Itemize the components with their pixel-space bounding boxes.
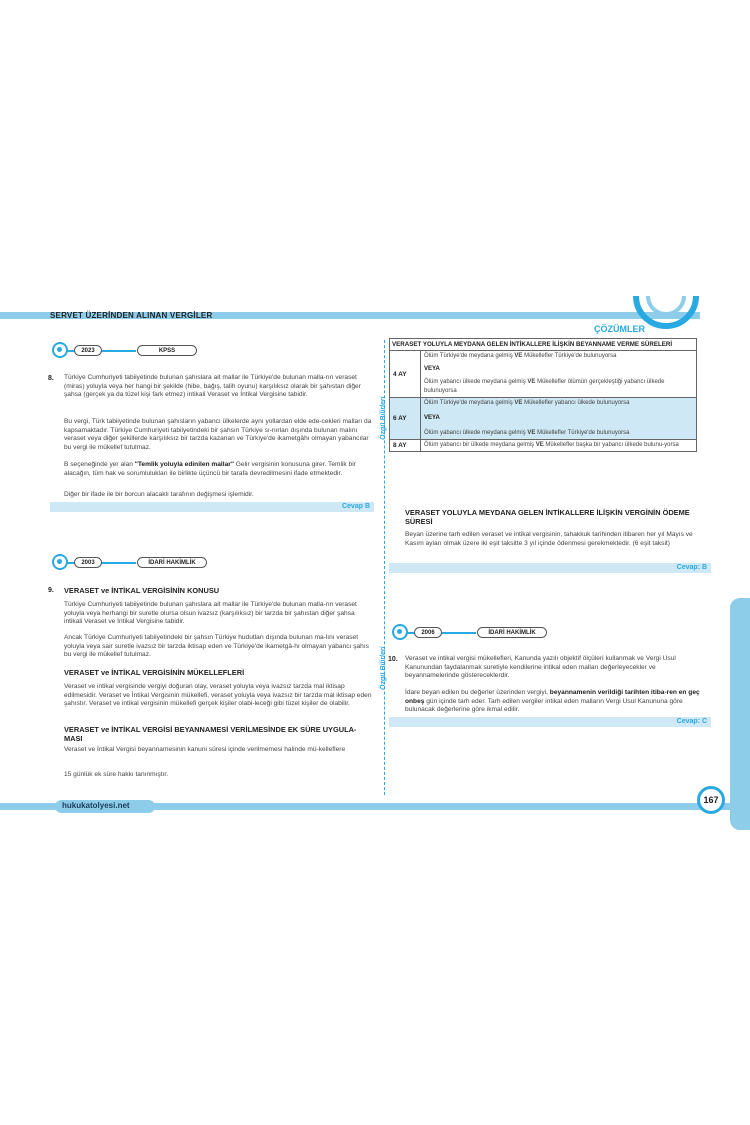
q8-paragraph-4: Diğer bir ifade ile bir borcun alacaklı tarafının değişmesi işlemidir.	[64, 491, 254, 498]
question-badge	[52, 557, 212, 571]
answer-bar	[50, 502, 374, 512]
answer-bar	[389, 717, 711, 727]
side-label-bottom: Özgü Bilirleri	[380, 646, 387, 690]
q9-paragraph-3: Veraset ve intikal vergisinde vergiyi doğuran olay, veraset yoluyla veya ivazsız tarzda mal iktisap edilmesidir. Veraset ve İntikal Vergisinin mükellefi, veraset yoluyla veya ivazsız bir tarzda mal iktisap eden şahıstır. Veraset ve intikal vergisinin mükellefi gerçek kişiler olabi-leceği gibi tüzel kişiler de olabilir.	[64, 683, 372, 708]
filing-periods-table	[389, 338, 697, 452]
q9-paragraph-5: 15 günlük ek süre hakkı tanınmıştır.	[64, 771, 169, 778]
solutions-label: ÇÖZÜMLER	[594, 324, 645, 334]
q10-paragraph-1: Veraset ve intikal vergisi mükellefleri, Kanunda yazılı objektif ölçüleri kullanmak ve Vergi Usul Kanunundan faydalanmak suretiyle kendilerine intikal eden malları değerleyecekler ve beyannamelerinde göstereceklerdir.	[405, 655, 676, 680]
exam-year: 2023	[74, 345, 102, 356]
exam-name: İDARİ HAKİMLİK	[137, 557, 207, 568]
question-number: 10.	[388, 656, 398, 663]
question-number: 9.	[48, 587, 54, 594]
row-label: 4 AY	[390, 351, 421, 398]
question-number: 8.	[48, 375, 54, 382]
q9-heading-3: VERASET ve İNTİKAL VERGİSİ BEYANNAMESİ VERİLMESİNDE EK SÜRE UYGULA-MASI	[64, 725, 357, 743]
payment-text: Beyan üzerine tarh edilen veraset ve intikal vergisinin, tahakkuk tarihinden itibaren her yıl Mayıs ve Kasım ayları olmak üzere iki eşit taksitte 3 yıl içinde ödenmesi gerekmektedir. (6 eşit taksit)	[405, 531, 693, 547]
payment-heading: VERASET YOLUYLA MEYDANA GELEN İNTİKALLERE İLİŞKİN VERGİNİN ÖDEME SÜRESİ	[405, 508, 690, 526]
q10-paragraph-2: İdare beyan edilen bu değerler üzerinden vergiyi, beyannamenin verildiği tarihten itiba-ren en geç onbeş gün içinde tarh eder. Tarh edilen vergiler intikal eden malların Vergi Usul Kanununa göre bulunacak değerlerine göre ikmal edilir.	[405, 689, 700, 714]
page-number: 167	[697, 786, 725, 814]
chapter-title: SERVET ÜZERİNDEN ALINAN VERGİLER	[50, 311, 213, 320]
q8-paragraph-3: B seçeneğinde yer alan "Temlik yoluyla edinilen mallar" Gelir vergisinin konusuna girer. Temlik bir alacağın, tüm hak ve sorumlulukları ile birlikte üçüncü bir tarafa devredilmesini ifade etmektedir.	[64, 461, 356, 477]
q9-heading-1: VERASET ve İNTİKAL VERGİSİNİN KONUSU	[64, 586, 220, 595]
right-edge-tab	[730, 598, 750, 830]
q9-heading-2: VERASET ve İNTİKAL VERGİSİNİN MÜKELLEFLERİ	[64, 668, 245, 677]
q9-paragraph-2: Ancak Türkiye Cumhuriyeti tabiiyetindeki bir şahsın Türkiye hudutları dışında bulunan ma-lını veraset yoluyla veya sair suretle ivazsız bir tarzda iktisap eden ve Türkiye'de ikametgâ-hı olmayan yabancı şahıs bu vergi ile mükellef tutulmaz.	[64, 634, 369, 659]
footer-site[interactable]: hukukatolyesi.net	[62, 801, 130, 810]
answer-text: Cevap: B	[676, 564, 707, 571]
exam-name: KPSS	[137, 345, 197, 356]
question-badge	[392, 627, 552, 641]
q8-paragraph-2: Bu vergi, Türk tabiiyetinde bulunan şahısların yabancı ülkelerde aynı yollardan elde ede-cekleri malları da kapsamaktadır. Türkiye Cumhuriyeti tabiiyetindeki bir şahsın Türkiye sı-nırları dışında bulunan malını veraset veya diğer şekillerde karşılıksız bir tarzda kazanan ve Türkiye'de ikametgâhı olmayan yabancılar bu vergi ile mükellef tutulmaz.	[64, 418, 372, 451]
q8-paragraph-1: Türkiye Cumhuriyeti tabiiyetinde bulunan şahıslara ait mallar ile Türkiye'de bulunan malla-rın veraset (miras) yoluyla veya her hangi bir şekilde (hibe, bağış, talih oyunu) karşılıksız olarak bir şahıstan diğer şahsa (gerçek ya da tüzel kişi fark etmez) intikali Veraset ve İntikal Vergisine tabidir.	[64, 374, 361, 399]
table-row: 6 AY Ölüm Türkiye'de meydana gelmiş VE Mükellefler yabancı ülkede bulunuyorsa VEYA Ölüm yabancı ülkede meydana gelmiş VE Mükellefler Türkiye'de bulunuyorsa	[390, 398, 697, 440]
table-row: 8 AY Ölüm yabancı bir ülkede meydana gelmiş VE Mükellefler başka bir yabancı ülkede bulunu-yorsa	[390, 440, 697, 452]
table-title: VERASET YOLUYLA MEYDANA GELEN İNTİKALLERE İLİŞKİN BEYANNAME VERME SÜRELERİ	[390, 339, 697, 351]
answer-text: Cevap B	[341, 503, 370, 510]
row-label: 8 AY	[390, 440, 421, 452]
exam-year: 2003	[74, 557, 102, 568]
q9-paragraph-4: Veraset ve İntikal Vergisi beyannamesinin kanuni süresi içinde verilmemesi halinde mü-kelleflere	[64, 746, 346, 753]
exam-name: İDARİ HAKİMLİK	[477, 627, 547, 638]
row-label: 6 AY	[390, 398, 421, 440]
answer-bar	[389, 563, 711, 573]
question-badge	[52, 345, 202, 359]
answer-text: Cevap: C	[676, 718, 707, 725]
q9-paragraph-1: Türkiye Cumhuriyeti tabiiyetinde bulunan şahıslara ait mallar ile Türkiye'de bulunan malla-rın veraset yoluyla veya herhangi bir suretle olursa olsun ivazsız (karşılıksız) bir tarzda bir şahıstan diğer şahsa intikali Veraset ve İntikal Vergisine tabidir.	[64, 601, 357, 626]
side-label-top: Özgü Bilirleri	[380, 396, 387, 440]
exam-year: 2006	[414, 627, 442, 638]
table-row: 4 AY Ölüm Türkiye'de meydana gelmiş VE Mükellefler Türkiye'de bulunuyorsa VEYA Ölüm yabancı ülkede meydana gelmiş VE Mükellefler ölümün gerçekleştiği yabancı ülkede bulunuyorsa	[390, 351, 697, 398]
